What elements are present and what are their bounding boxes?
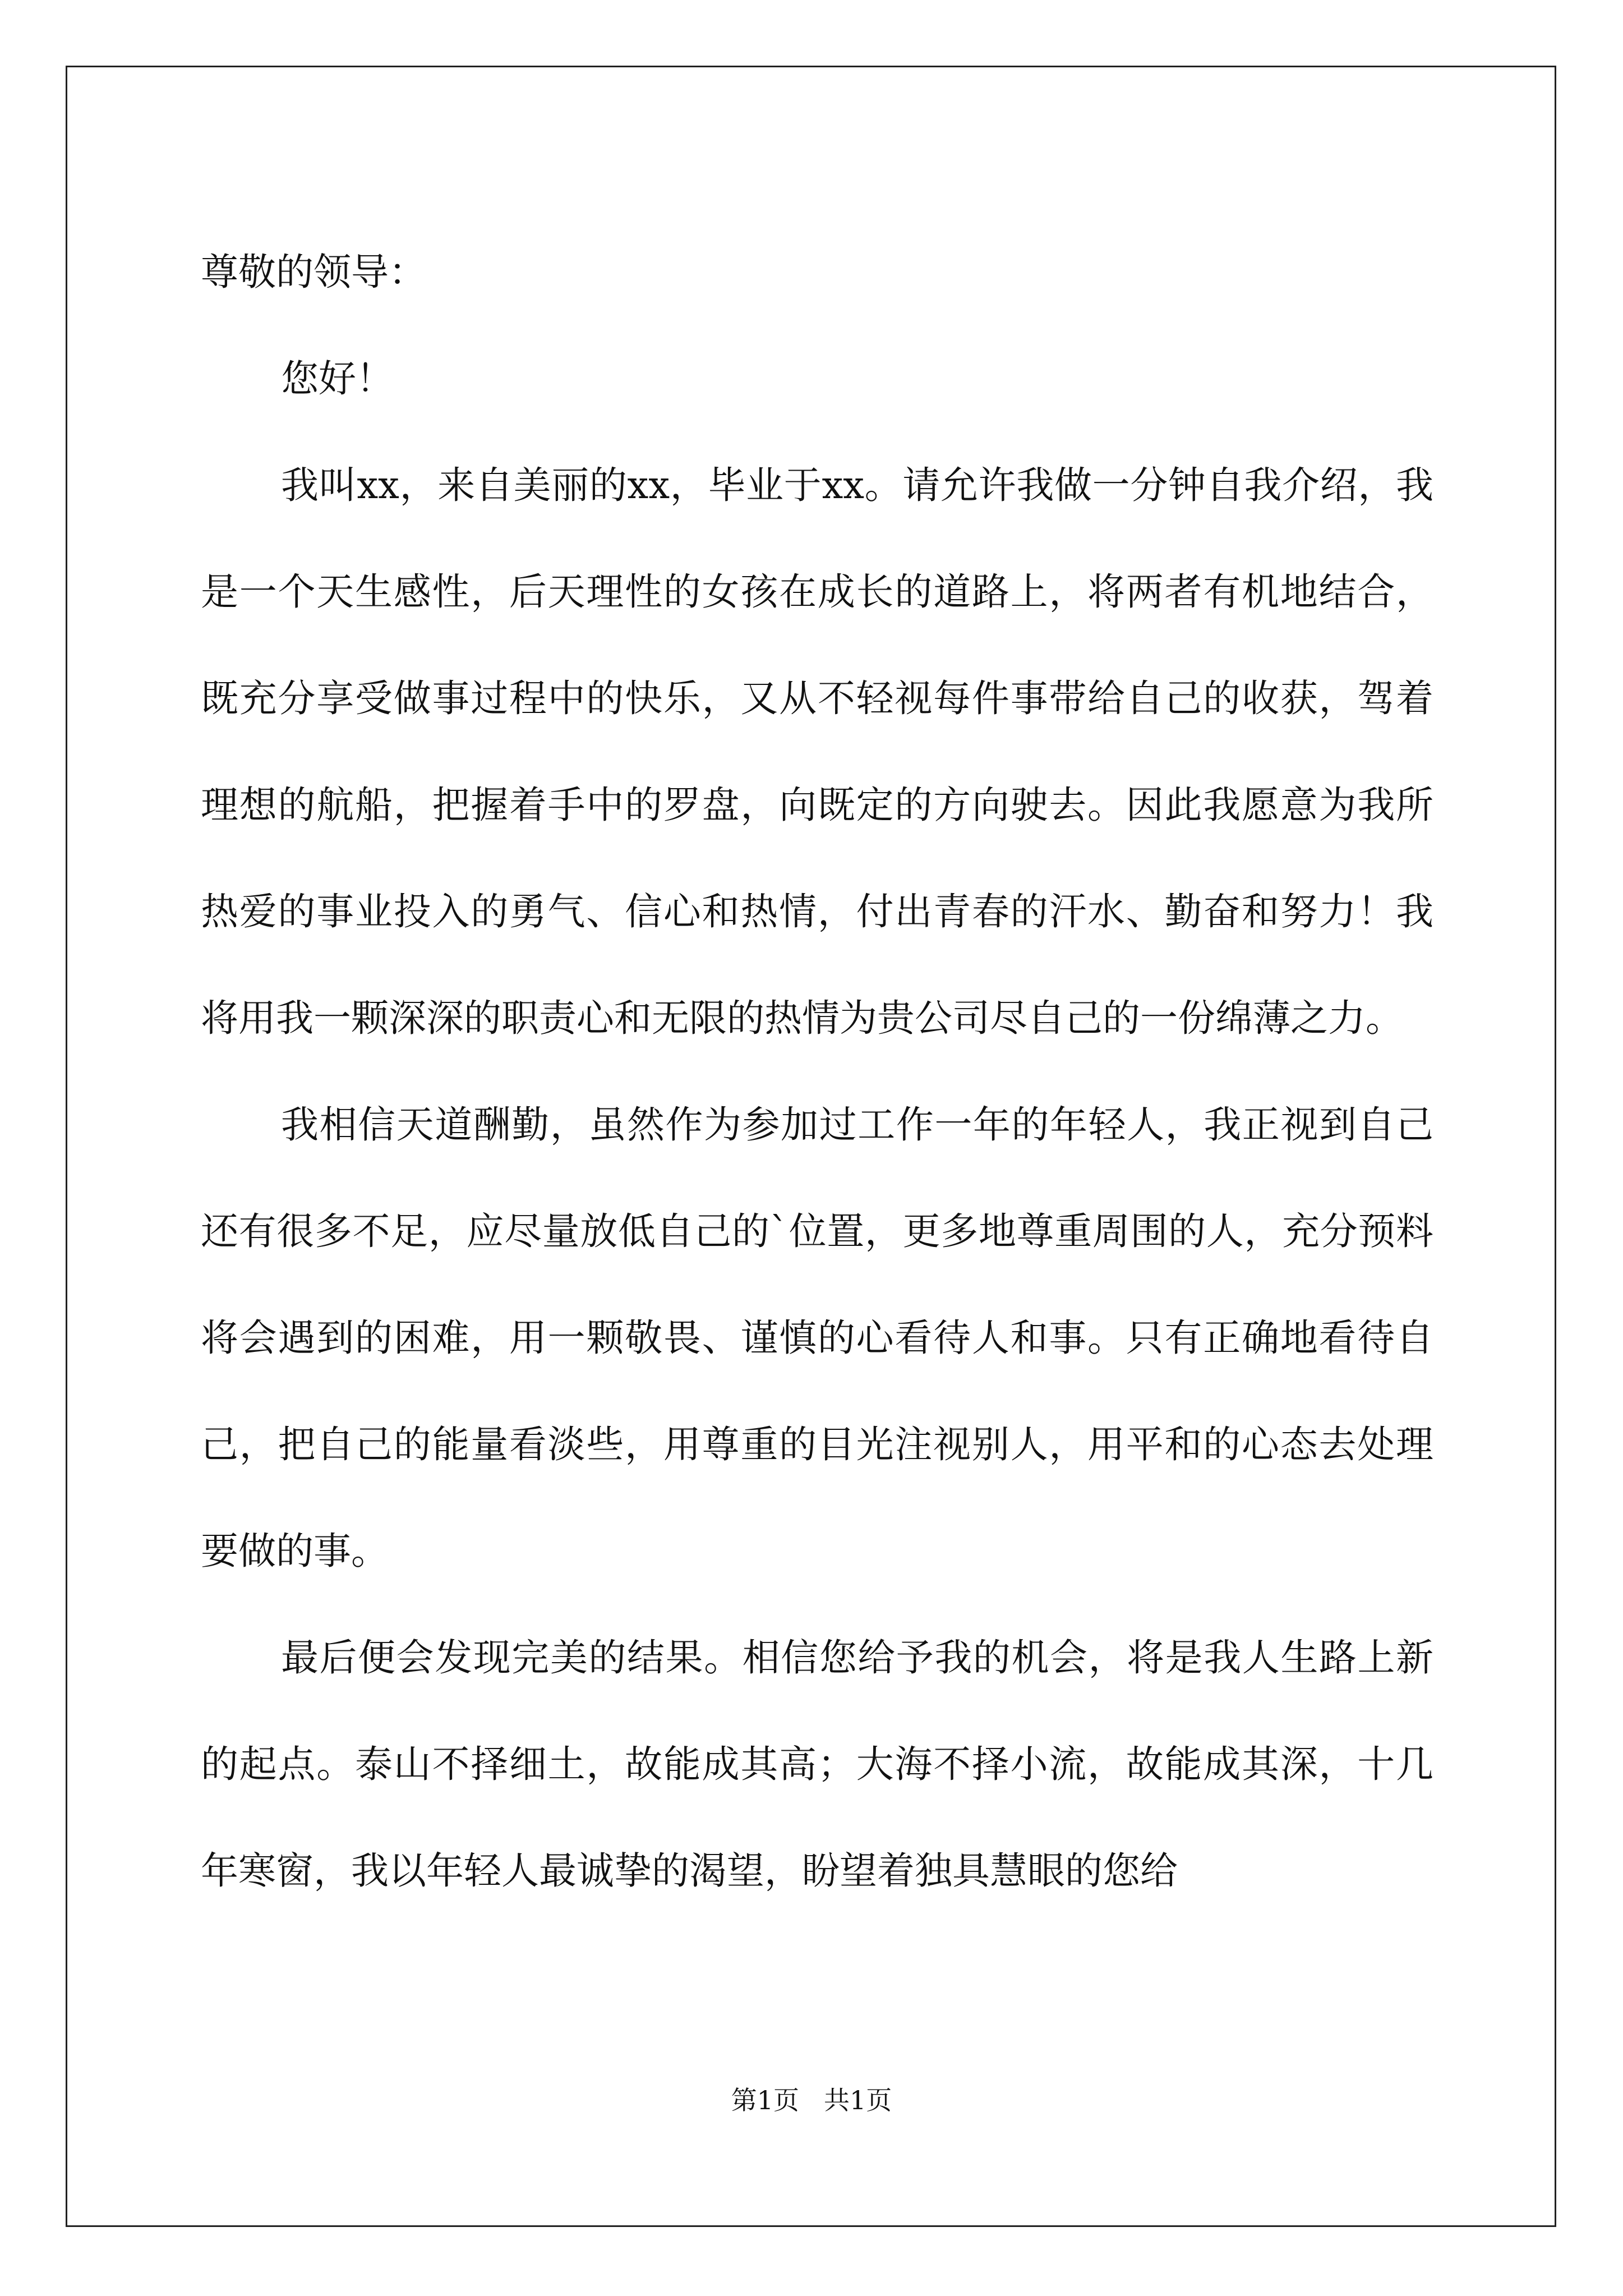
page-number: 第1页	[731, 2085, 800, 2115]
paragraph-closing: 最后便会发现完美的结果。相信您给予我的机会，将是我人生路上新的起点。泰山不择细土，故能成其高；大海不择小流，故能成其深，十几年寒窗，我以年轻人最诚挚的渴望，盼望着独具慧眼的您给	[201, 1636, 1433, 1893]
paragraph-attitude: 我相信天道酬勤，虽然作为参加过工作一年的年轻人，我正视到自己还有很多不足，应尽量放低自己的`位置，更多地尊重周围的人，充分预料将会遇到的困难，用一颗敬畏、谨慎的心看待人和事。只有正确地看待自己，把自己的能量看淡些，用尊重的目光注视别人，用平和的心态去处理要做的事。	[201, 1103, 1433, 1573]
paragraph-greeting: 您好！	[281, 357, 394, 401]
page-total: 共1页	[823, 2085, 892, 2115]
paragraph-introduction: 我叫xx，来自美丽的xx，毕业于xx。请允许我做一分钟自我介绍，我是一个天生感性，后天理性的女孩在成长的道路上，将两者有机地结合，既充分享受做事过程中的快乐，又从不轻视每件事带给自己的收获，驾着理想的航船，把握着手中的罗盘，向既定的方向驶去。因此我愿意为我所热爱的事业投入的勇气、信心和热情，付出青春的汗水、勤奋和努力！我将用我一颗深深的职责心和无限的热情为贵公司尽自己的一份绵薄之力。	[201, 463, 1433, 1040]
letter-body	[201, 219, 1433, 1924]
page-footer	[0, 2080, 1623, 2117]
salutation: 尊敬的领导：	[201, 250, 426, 294]
